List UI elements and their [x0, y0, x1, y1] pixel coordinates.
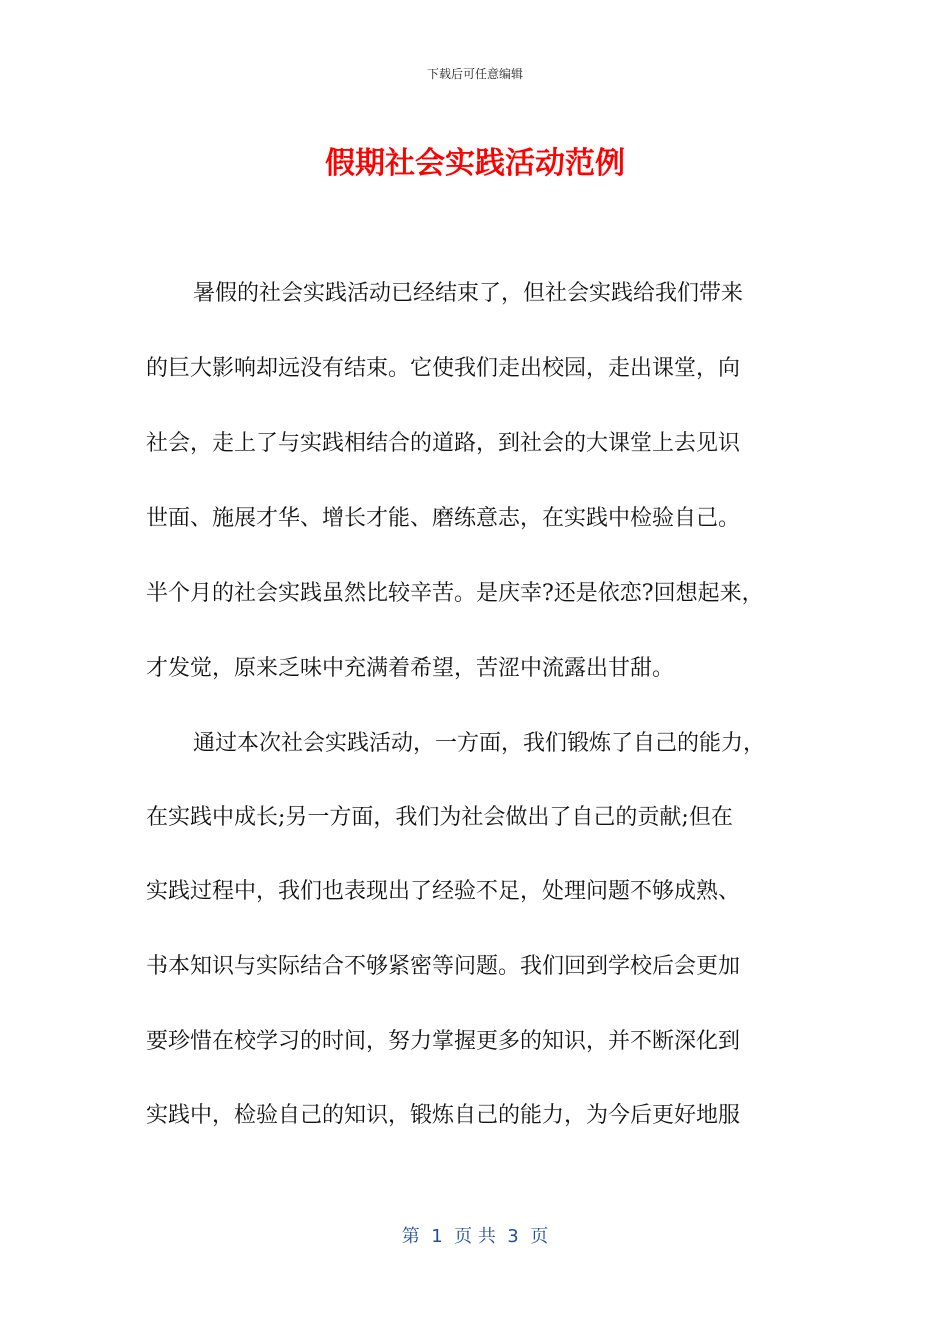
body-line: 世面、施展才华、增长才能、磨练意志，在实践中检验自己。 [146, 506, 741, 531]
body-line: 要珍惜在校学习的时间，努力掌握更多的知识，并不断深化到 [146, 1029, 741, 1054]
body-line: 在实践中成长;另一方面，我们为社会做出了自己的贡献;但在 [146, 805, 733, 830]
body-line: 暑假的社会实践活动已经结束了，但社会实践给我们带来 [193, 281, 744, 306]
body-line: 的巨大影响却远没有结束。它使我们走出校园，走出课堂，向 [146, 356, 741, 381]
document-title: 假期社会实践活动范例 [325, 146, 625, 181]
header-note: 下载后可任意编辑 [426, 67, 523, 81]
body-line: 实践过程中，我们也表现出了经验不足，处理问题不够成熟、 [146, 879, 741, 904]
page-footer: 第 1 页 共 3 页 [401, 1226, 549, 1247]
body-line: 书本知识与实际结合不够紧密等问题。我们回到学校后会更加 [146, 954, 741, 979]
body-line: 实践中，检验自己的知识，锻炼自己的能力，为今后更好地服 [146, 1103, 741, 1128]
body-line: 才发觉，原来乏味中充满着希望，苦涩中流露出甘甜。 [146, 656, 675, 681]
body-line: 社会，走上了与实践相结合的道路，到社会的大课堂上去见识 [146, 431, 741, 456]
body-line: 半个月的社会实践虽然比较辛苦。是庆幸?还是依恋?回想起来， [146, 581, 764, 606]
body-line: 通过本次社会实践活动，一方面，我们锻炼了自己的能力， [193, 731, 766, 756]
